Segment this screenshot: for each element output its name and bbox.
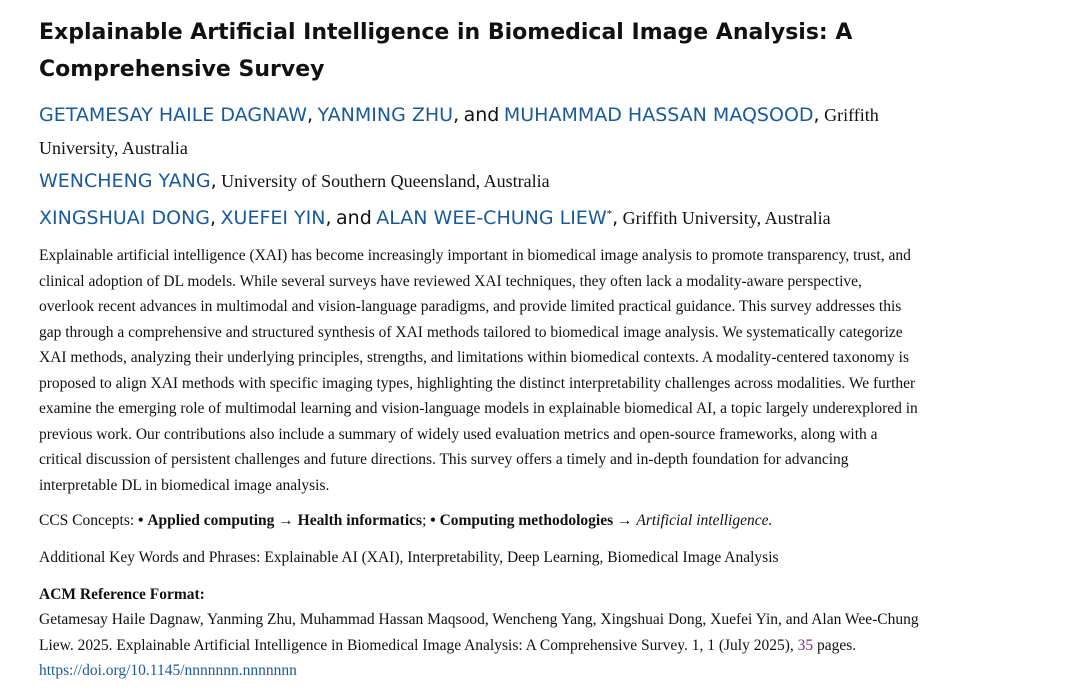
- author-name[interactable]: GETAMESAY HAILE DAGNAW: [39, 104, 307, 126]
- ccs-concepts: CCS Concepts: • Applied computing → Health informatics; • Computing methodologies → Artificial intelligence.: [39, 512, 773, 529]
- author-name[interactable]: XINGSHUAI DONG: [39, 207, 210, 229]
- ccs-label: CCS Concepts:: [39, 512, 135, 529]
- author-block: GETAMESAY HAILE DAGNAW, YANMING ZHU, and MUHAMMAD HASSAN MAQSOOD, Griffith University, Australia WENCHENG YANG, University of Southern Queensland, Australia XINGSHUAI DONG, XUEFEI YIN, and ALAN WEE-CHUNG LIEW*, Griffith University, Australia: [39, 104, 879, 229]
- author-name[interactable]: YANMING ZHU: [317, 104, 454, 126]
- author-conjunction: and: [463, 104, 500, 126]
- acm-reference: Getamesay Haile Dagnaw, Yanming Zhu, Muhammad Hassan Maqsood, Wencheng Yang, Xingshuai Dong, Xuefei Yin, and Alan Wee-Chung Liew. 2025. Explainable Artificial Intelligence in Biomedical Image Analysis: A Comprehensive Survey. 1, 1 (July 2025), 35 pages. https://doi.org/10.1145/nnnnnnn.nnnnnnn: [39, 611, 919, 679]
- ccs-concept: Artificial intelligence.: [636, 512, 773, 529]
- author-name[interactable]: XUEFEI YIN: [220, 207, 326, 229]
- author-affiliation: Griffith University, Australia: [622, 208, 831, 228]
- author-affiliation: University of Southern Queensland, Australia: [221, 171, 550, 191]
- author-name[interactable]: ALAN WEE-CHUNG LIEW: [376, 207, 607, 229]
- corresponding-author-mark: *: [606, 208, 613, 220]
- author-name[interactable]: WENCHENG YANG: [39, 170, 211, 192]
- author-affiliation: Griffith University, Australia: [39, 105, 879, 158]
- abstract: Explainable artificial intelligence (XAI) has become increasingly important in biomedical image analysis to promote transparency, trust, and clinical adoption of DL models. While several surveys have reviewed XAI techniques, they often lack a modality-aware perspective, overlook recent advances in multimodal and vision-language paradigms, and provide limited practical guidance. This survey addresses this gap through a comprehensive and structured synthesis of XAI methods tailored to biomedical image analysis. We systematically categorize XAI methods, analyzing their underlying principles, strengths, and limitations within biomedical contexts. A modality-centered taxonomy is proposed to align XAI methods with specific imaging types, highlighting the distinct interpretability challenges across modalities. We further examine the emerging role of multimodal learning and vision-language models in explainable biomedical AI, a topic largely underexplored in previous work. Our contributions also include a summary of widely used evaluation metrics and open-source frameworks, along with a critical discussion of persistent challenges and future directions. This survey offers a timely and in-depth foundation for advancing interpretable DL in biomedical image analysis.: [39, 247, 918, 494]
- page-count-link[interactable]: 35: [797, 636, 814, 654]
- keywords: Additional Key Words and Phrases: Explainable AI (XAI), Interpretability, Deep Learning, Biomedical Image Analysis: [39, 549, 779, 566]
- ccs-concept: Computing methodologies: [439, 512, 614, 529]
- acm-reference-heading: ACM Reference Format:: [39, 586, 205, 603]
- paper-title: Explainable Artificial Intelligence in Biomedical Image Analysis: A Comprehensive Survey: [39, 20, 853, 82]
- ccs-concept: Applied computing: [147, 512, 275, 529]
- ccs-concept: Health informatics: [297, 512, 423, 529]
- author-conjunction: and: [336, 207, 372, 229]
- author-name[interactable]: MUHAMMAD HASSAN MAQSOOD: [503, 104, 814, 126]
- doi-link[interactable]: https://doi.org/10.1145/nnnnnnn.nnnnnnn: [39, 662, 297, 679]
